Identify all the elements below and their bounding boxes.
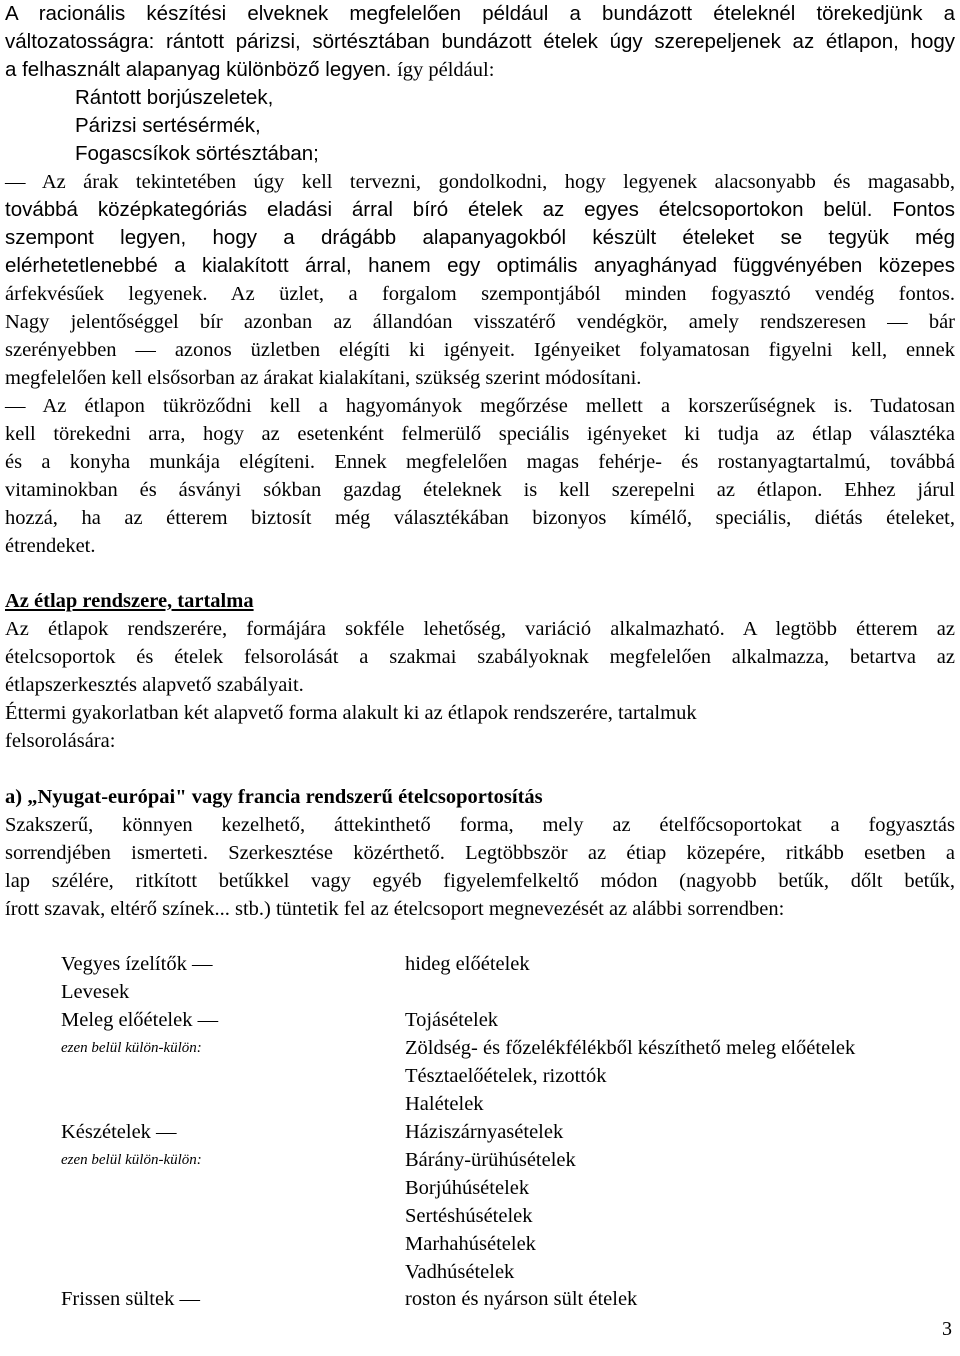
menu-subnote: ezen belül külön-külön: [61, 1152, 202, 1168]
paragraph-line [5, 56, 494, 84]
paragraph-text: a felhasznált alapanyag különböző legyen. [5, 58, 398, 81]
paragraph-line: sorrendjében ismerteti. Szerkesztése közérthető. Legtöbbször az étiap közepére, ritkább esetben a [5, 842, 955, 864]
menu-item: Tésztaelőételek, rizottók [405, 1065, 607, 1087]
menu-item: Marhahúsételek [405, 1233, 536, 1255]
list-item: Fogascsíkok sörtésztában; [75, 142, 319, 165]
menu-item: roston és nyárson sült ételek [405, 1288, 638, 1310]
paragraph-text: Fontos [872, 198, 955, 221]
page-number: 3 [942, 1318, 952, 1340]
menu-subnote: ezen belül külön-külön: [61, 1040, 202, 1056]
paragraph-line: Az étlapok rendszerére, formájára sokféle lehetőség, variáció alkalmazható. A legtöbb étterem az [5, 618, 955, 640]
menu-item: Tojásételek [405, 1009, 499, 1031]
menu-category: Levesek [61, 981, 130, 1003]
paragraph-line: — Az étlapon tükröződni kell a hagyományok megőrzése mellett a korszerűségnek is. Tudatosan [5, 395, 955, 417]
menu-category: Vegyes ízelítők — [61, 953, 213, 975]
paragraph-line: és a konyha munkája elégíteni. Ennek megfelelően magas fehérje- és rostanyagtartalmú, továbbá [5, 451, 955, 473]
list-item: Párizsi sertésérmék, [75, 114, 261, 137]
paragraph-line: írott szavak, eltérő színek... stb.) tüntetik fel az ételcsoport megnevezését az alábbi sorrendben: [5, 898, 785, 920]
paragraph-line: ételcsoportok és ételek felsorolását a szakmai szabályoknak megfelelően alkalmazza, betartva az [5, 646, 955, 668]
paragraph-line: szempont legyen, hogy a drágább alapanyagokból készült ételeket se tegyük még [5, 226, 955, 249]
paragraph-line: szerényebben — azonos üzletben elégíti ki igényeit. Igényeiket folyamatosan figyelni kell, ennek [5, 339, 955, 361]
paragraph-line: felsorolására: [5, 730, 116, 752]
paragraph-line: étlapszerkesztés alapvető szabályait. [5, 674, 304, 696]
menu-item: Bárány-ürühúsételek [405, 1149, 576, 1171]
paragraph-line: A racionális készítési elveknek megfelelően például a bundázott ételeknél törekedjünk a [5, 2, 955, 25]
paragraph-line: étrendeket. [5, 535, 96, 557]
paragraph-line: Éttermi gyakorlatban két alapvető forma alakult ki az étlapok rendszerére, tartalmuk [5, 702, 697, 724]
menu-item: Sertéshúsételek [405, 1205, 533, 1227]
menu-category: Frissen sültek — [61, 1288, 200, 1310]
paragraph-line: Szakszerű, könnyen kezelhető, áttekinthető forma, mely az ételfőcsoportokat a fogyasztás [5, 814, 955, 836]
section-heading: Az étlap rendszere, tartalma [5, 590, 254, 612]
menu-item: Zöldség- és főzelékfélékből készíthető meleg előételek [405, 1037, 856, 1059]
paragraph-line: Nagy jelentőséggel bír azonban az állandóan visszatérő vendégkör, amely rendszeresen — bár [5, 311, 955, 333]
paragraph-line: lap szélére, ritkított betűkkel vagy egyéb figyelemfelkeltő módon (nagyobb betűk, dőlt betűk, [5, 870, 955, 892]
paragraph-line: — Az árak tekintetében úgy kell tervezni, gondolkodni, hogy legyenek alacsonyabb és magasabb, [5, 171, 955, 193]
menu-item: Borjúhúsételek [405, 1177, 530, 1199]
paragraph-line: hozzá, ha az étterem biztosít még választékában bizonyos kímélő, speciális, diétás ételeket, [5, 507, 955, 529]
menu-item: hideg előételek [405, 953, 530, 975]
menu-item: Háziszárnyasételek [405, 1121, 564, 1143]
paragraph-line [5, 196, 955, 224]
paragraph-line: változatosságra: rántott párizsi, sörtésztában bundázott ételek úgy szerepeljenek az étlapon, hogy [5, 30, 955, 53]
menu-item: Halételek [405, 1093, 484, 1115]
paragraph-line: megfelelően kell elsősorban az árakat kialakítani, szükség szerint módosítani. [5, 367, 642, 389]
paragraph-line: kell törekedni arra, hogy az esetenként felmerülő speciális igényeket ki tudja az étlap választéka [5, 423, 955, 445]
menu-item: Vadhúsételek [405, 1261, 515, 1283]
paragraph-line: árfekvésűek legyenek. Az üzlet, a forgalom szempontjából minden fogyasztó vendég fontos. [5, 283, 955, 305]
paragraph-line: vitaminokban és ásványi sókban gazdag ételeknek is kell szerepelni az étlapon. Ehhez járul [5, 479, 955, 501]
paragraph-line: elérhetetlenebbé a kialakított árral, hanem egy optimális anyaghányad függvényében közepes [5, 254, 955, 277]
menu-category: Készételek — [61, 1121, 177, 1143]
list-item: Rántott borjúszeletek, [75, 86, 274, 109]
paragraph-text: így például: [397, 59, 495, 81]
menu-category: Meleg előételek — [61, 1009, 219, 1031]
paragraph-text: továbbá középkategóriás eladási árral bíró ételek az egyes ételcsoportokon belül. [5, 198, 873, 221]
section-heading: a) „Nyugat-európai" vagy francia rendszerű ételcsoportosítás [5, 786, 543, 808]
